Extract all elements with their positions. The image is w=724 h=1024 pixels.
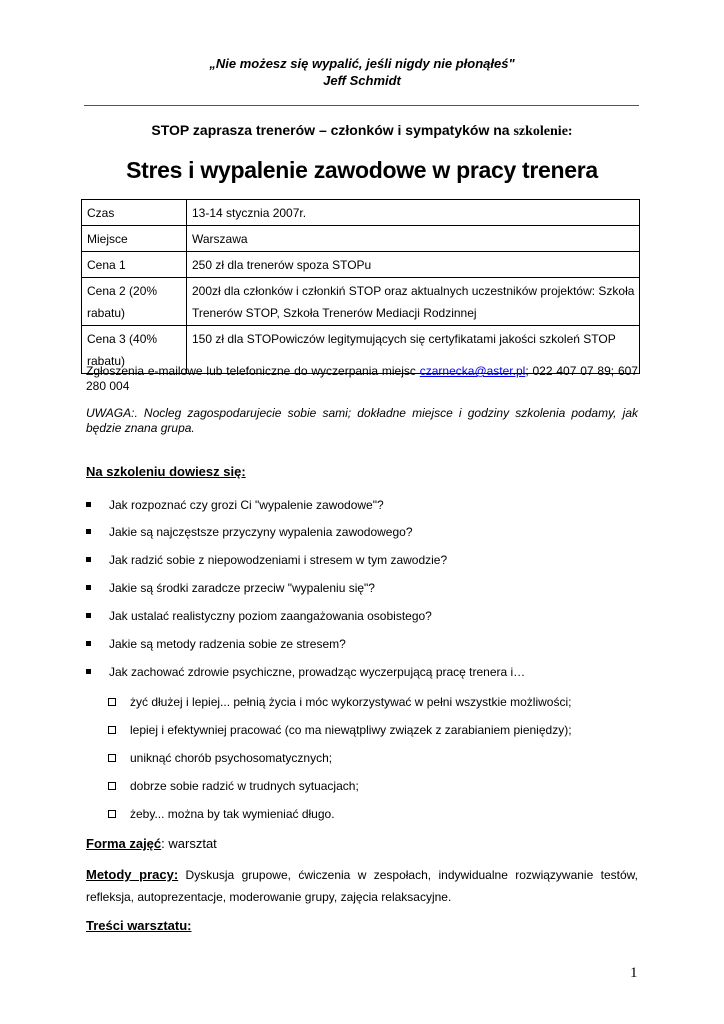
table-row bbox=[82, 200, 640, 226]
row-value: Warszawa bbox=[187, 226, 640, 252]
list-item-text: Jak ustalać realistyczny poziom zaangażowania osobistego? bbox=[109, 609, 432, 623]
row-value: 250 zł dla trenerów spoza STOPu bbox=[187, 252, 640, 278]
contact-text: Zgłoszenia e-mailowe lub telefoniczne do wyczerpania miejsc bbox=[86, 364, 420, 378]
sub-list-item-text: żyć dłużej i lepiej... pełnią życia i móc wykorzystywać w pełni wszystkie możliwości; bbox=[130, 695, 572, 709]
tresci-line bbox=[86, 918, 192, 933]
row-label: Czas bbox=[82, 200, 187, 226]
invitation-text: STOP zaprasza trenerów – członków i sympatyków na bbox=[151, 122, 514, 138]
contact-paragraph bbox=[86, 364, 638, 394]
bullet-icon bbox=[86, 641, 91, 646]
table-row bbox=[82, 226, 640, 252]
row-value: 200zł dla członków i członkiń STOP oraz aktualnych uczestników projektów: Szkoła Trenerów STOP, Szkoła Trenerów Mediacji Rodzinnej bbox=[187, 278, 640, 326]
info-table bbox=[81, 199, 640, 374]
quote-text: „Nie możesz się wypalić, jeśli nigdy nie płonąłeś" bbox=[209, 56, 515, 71]
checkbox-icon bbox=[108, 698, 116, 706]
bullet-icon bbox=[86, 529, 91, 534]
sub-list-item-text: dobrze sobie radzić w trudnych sytuacjach; bbox=[130, 779, 359, 793]
page-number: 1 bbox=[630, 965, 638, 981]
list-item-text: Jakie są środki zaradcze przeciw "wypaleniu się"? bbox=[109, 581, 375, 595]
row-value: 13-14 stycznia 2007r. bbox=[187, 200, 640, 226]
sub-list-item-text: uniknąć chorób psychosomatycznych; bbox=[130, 751, 333, 765]
quote-author: Jeff Schmidt bbox=[323, 73, 401, 88]
row-label: Cena 3 (40% rabatu) bbox=[82, 326, 187, 374]
contact-phones: ; 022 407 07 89; 607 280 004 bbox=[86, 364, 638, 393]
sub-list-item-text: lepiej i efektywniej pracować (co ma niewątpliwy związek z zarabianiem pieniędzy); bbox=[130, 723, 572, 737]
bullet-icon bbox=[86, 669, 91, 674]
horizontal-rule bbox=[84, 105, 639, 106]
bullet-icon bbox=[86, 585, 91, 590]
checkbox-icon bbox=[108, 754, 116, 762]
email-link[interactable]: czarnecka@aster.pl bbox=[419, 364, 526, 378]
list-item-text: Jak radzić sobie z niepowodzeniami i stresem w tym zawodzie? bbox=[109, 553, 448, 567]
invitation-tail: szkolenie: bbox=[513, 124, 573, 139]
invitation-line bbox=[0, 122, 724, 140]
note-paragraph: UWAGA:. Nocleg zagospodarujecie sobie sami; dokładne miejsce i godziny szkolenia podamy, jak będzie znana grupa. bbox=[86, 406, 638, 435]
metody-value: Dyskusja grupowe, ćwiczenia w zespołach, indywidualne rozwiązywanie testów, refleksja, autoprezentacje, moderowanie grupy, zajęcia relaksacyjne. bbox=[86, 868, 638, 904]
checkbox-icon bbox=[108, 810, 116, 818]
list-item-text: Jak zachować zdrowie psychiczne, prowadząc wyczerpującą pracę trenera i… bbox=[109, 665, 526, 679]
document-title: Stres i wypalenie zawodowe w pracy trenera bbox=[126, 157, 598, 183]
metody-paragraph bbox=[86, 864, 638, 908]
list-item-text: Jakie są metody radzenia sobie ze stresem? bbox=[109, 637, 346, 651]
bullet-icon bbox=[86, 557, 91, 562]
list-item-text: Jakie są najczęstsze przyczyny wypalenia zawodowego? bbox=[109, 525, 413, 539]
forma-label: Forma zajęć bbox=[86, 836, 162, 851]
bullet-icon bbox=[86, 502, 91, 507]
table-row bbox=[82, 278, 640, 326]
tresci-label: Treści warsztatu: bbox=[86, 918, 192, 933]
row-value: 150 zł dla STOPowiczów legitymujących się certyfikatami jakości szkoleń STOP bbox=[187, 326, 640, 374]
row-label: Miejsce bbox=[82, 226, 187, 252]
checkbox-icon bbox=[108, 726, 116, 734]
forma-value: : warsztat bbox=[161, 836, 217, 851]
bullet-icon bbox=[86, 613, 91, 618]
row-label: Cena 1 bbox=[82, 252, 187, 278]
sub-list-item-text: żeby... można by tak wymieniać długo. bbox=[130, 807, 335, 821]
list-item-text: Jak rozpoznać czy grozi Ci "wypalenie zawodowe"? bbox=[109, 498, 384, 512]
metody-label: Metody pracy: bbox=[86, 867, 179, 882]
checkbox-icon bbox=[108, 782, 116, 790]
forma-line bbox=[86, 836, 217, 851]
section-heading: Na szkoleniu dowiesz się: bbox=[86, 464, 246, 479]
row-label: Cena 2 (20% rabatu) bbox=[82, 278, 187, 326]
table-row bbox=[82, 252, 640, 278]
